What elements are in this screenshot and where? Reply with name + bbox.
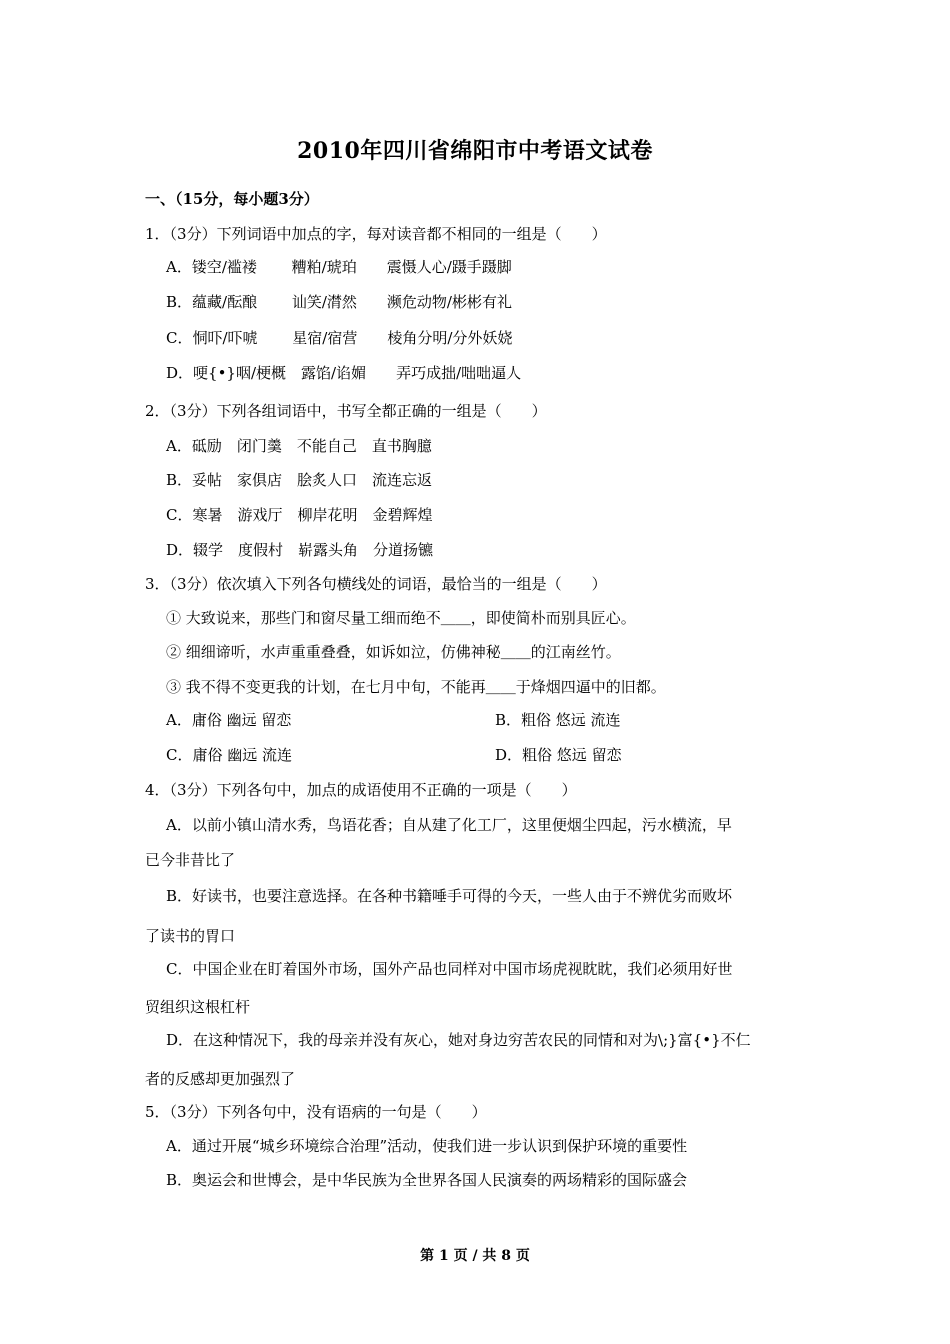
question-4-option-d-line-2: 者的反感却更加强烈了 bbox=[145, 1070, 296, 1088]
question-2-option-c: C．寒暑 游戏厅 柳岸花明 金碧辉煌 bbox=[166, 506, 433, 524]
question-4-stem: 4．（3分）下列各句中，加点的成语使用不正确的一项是（ ） bbox=[145, 781, 577, 799]
question-3-stem: 3．（3分）依次填入下列各句横线处的词语，最恰当的一组是（ ） bbox=[145, 575, 607, 593]
question-1-stem: 1．（3分）下列词语中加点的字，每对读音都不相同的一组是（ ） bbox=[145, 225, 607, 243]
question-3-sentence-2: ② 细细谛听，水声重重叠叠，如诉如泣，仿佛神秘＿＿的江南丝竹。 bbox=[166, 643, 621, 661]
page-footer: 第 1 页 / 共 8 页 bbox=[420, 1248, 530, 1264]
question-4-option-b-line-1: B．好读书，也要注意选择。在各种书籍唾手可得的今天，一些人由于不辨优劣而败坏 bbox=[166, 887, 733, 905]
question-4-option-a-line-1: A．以前小镇山清水秀，鸟语花香；自从建了化工厂，这里便烟尘四起，污水横流，早 bbox=[166, 816, 732, 834]
question-2-stem: 2．（3分）下列各组词语中，书写全都正确的一组是（ ） bbox=[145, 402, 547, 420]
question-3-sentence-3: ③ 我不得不变更我的计划，在七月中旬，不能再＿＿于烽烟四逼中的旧都。 bbox=[166, 678, 666, 696]
question-1-option-c: C．恫吓/吓唬 星宿/宿营 棱角分明/分外妖娆 bbox=[166, 329, 513, 347]
question-3-option-b: B．粗俗 悠远 流连 bbox=[495, 711, 621, 729]
question-2-option-a: A．砥励 闭门羹 不能自己 直书胸臆 bbox=[166, 437, 432, 455]
question-3-option-c: C．庸俗 幽远 流连 bbox=[166, 746, 293, 764]
question-4-option-b-line-2: 了读书的胃口 bbox=[145, 927, 236, 945]
page-title: 2010年四川省绵阳市中考语文试卷 bbox=[297, 138, 653, 164]
question-4-option-c-line-2: 贸组织这根杠杆 bbox=[145, 998, 251, 1016]
question-3-option-d: D．粗俗 悠远 留恋 bbox=[495, 746, 622, 764]
question-4-option-c-line-1: C．中国企业在盯着国外市场，国外产品也同样对中国市场虎视眈眈，我们必须用好世 bbox=[166, 960, 733, 978]
question-3-sentence-1: ① 大致说来，那些门和窗尽量工细而绝不＿＿，即使简朴而别具匠心。 bbox=[166, 609, 636, 627]
question-3-option-a: A．庸俗 幽远 留恋 bbox=[166, 711, 292, 729]
question-5-stem: 5．（3分）下列各句中，没有语病的一句是（ ） bbox=[145, 1103, 487, 1121]
question-4-option-a-line-2: 已今非昔比了 bbox=[145, 851, 236, 869]
question-4-option-d-line-1: D．在这种情况下，我的母亲并没有灰心，她对身边穷苦农民的同情和对为\;}富{•}不仁 bbox=[166, 1031, 751, 1049]
question-1-option-d: D．哽{•}咽/梗概 露馅/谄媚 弄巧成拙/咄咄逼人 bbox=[166, 364, 522, 382]
question-5-option-b: B．奥运会和世博会，是中华民族为全世界各国人民演奏的两场精彩的国际盛会 bbox=[166, 1171, 688, 1189]
question-1-option-b: B．蕴藏/酝酿 讪笑/潸然 濒危动物/彬彬有礼 bbox=[166, 293, 512, 311]
question-2-option-d: D．辍学 度假村 崭露头角 分道扬镳 bbox=[166, 541, 434, 559]
section-heading: 一、（15分，每小题3分） bbox=[145, 190, 319, 208]
question-1-option-a: A．镂空/褴褛 糟粕/琥珀 震慑人心/蹑手蹑脚 bbox=[166, 258, 512, 276]
question-5-option-a: A．通过开展“城乡环境综合治理”活动，使我们进一步认识到保护环境的重要性 bbox=[166, 1137, 688, 1155]
question-2-option-b: B．妥帖 家俱店 脍炙人口 流连忘返 bbox=[166, 471, 433, 489]
